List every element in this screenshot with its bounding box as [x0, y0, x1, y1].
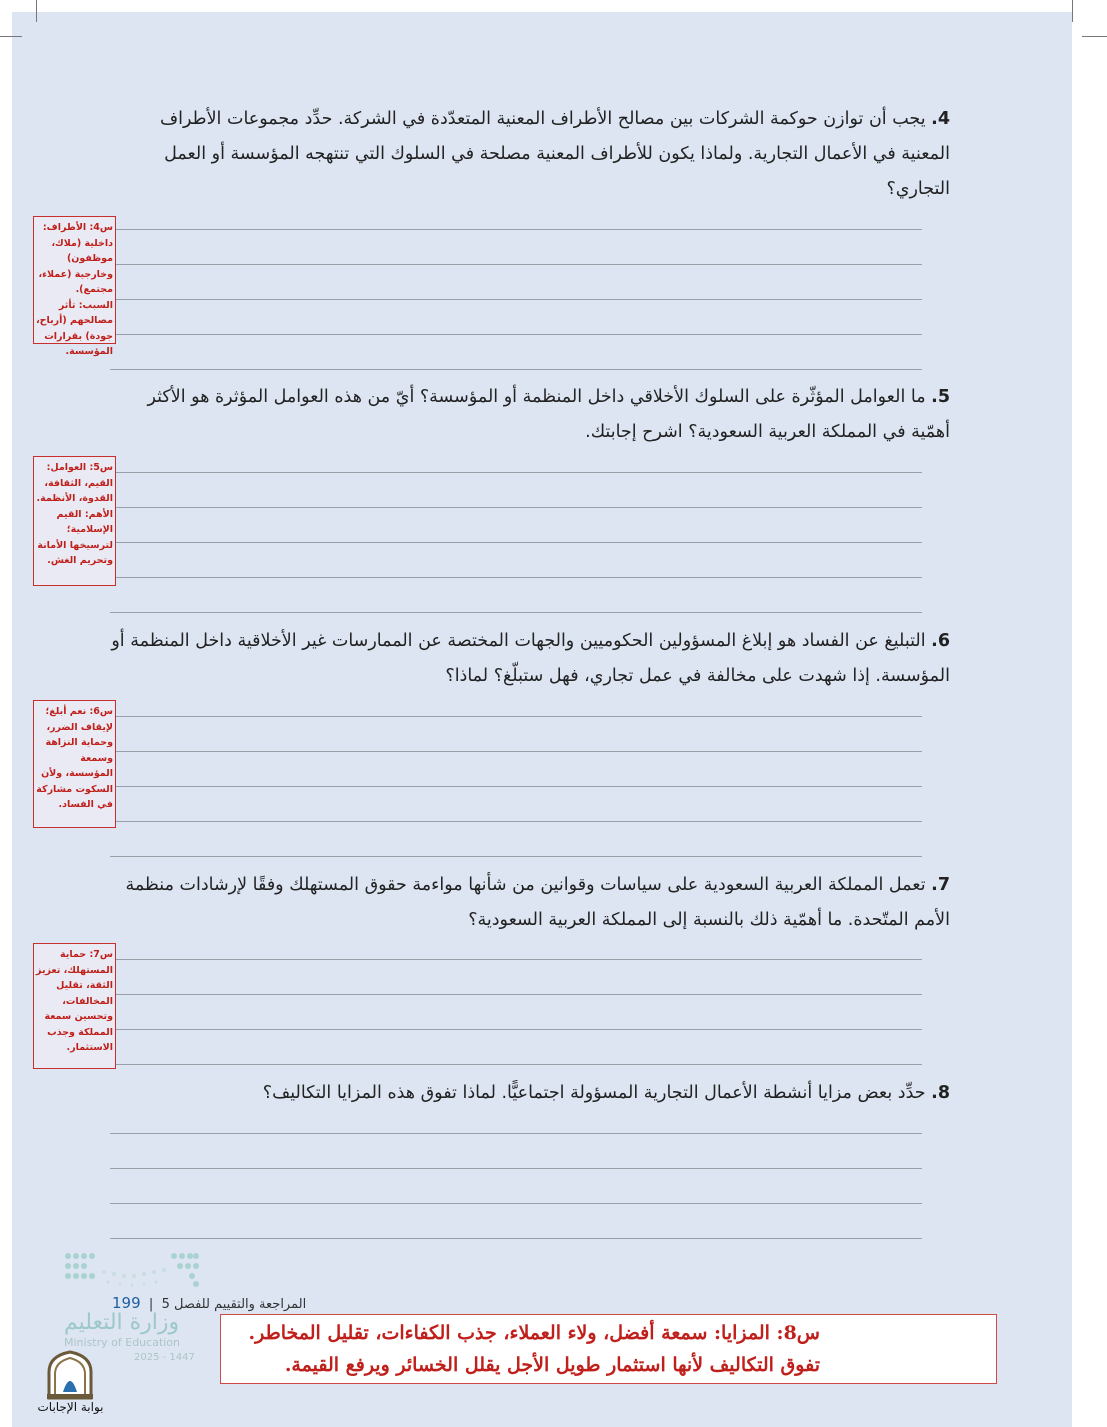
mosque-arch-icon [33, 1348, 108, 1400]
answer-line [110, 716, 922, 717]
page-number: 199 [112, 1294, 141, 1312]
answer-box-8: س8: المزايا: سمعة أفضل، ولاء العملاء، جذب الكفاءات، تقليل المخاطر. تفوق التكاليف لأنها استثمار طويل الأجل يقلل الخسائر ويرفع القيمة. [220, 1314, 997, 1384]
answer-line [110, 577, 922, 578]
answer-line [110, 369, 922, 370]
crop-mark [1072, 0, 1073, 22]
answer-line [110, 1064, 922, 1065]
question-5: 5. ما العوامل المؤثّرة على السلوك الأخلاقي داخل المنظمة أو المؤسسة؟ أيّ من هذه العوامل المؤثرة هو الأكثر أهمّية في المملكة العربية السعودية؟ اشرح إجابتك. [147, 387, 950, 442]
ministry-english-name: Ministry of Education [64, 1336, 181, 1349]
dots-logo-icon [64, 1250, 200, 1290]
crop-mark [0, 36, 22, 37]
answer-line [110, 821, 922, 822]
question-4: 4. يجب أن توازن حوكمة الشركات بين مصالح الأطراف المعنية المتعدّدة في الشركة. حدِّد مجموعات الأطراف المعنية في الأعمال التجارية. ولماذا يكون للأطراف المعنية مصلحة في السلوك التي تنتهجه المؤسسة أو العمل التجاري؟ [159, 109, 950, 199]
page-footer [112, 1294, 306, 1312]
answer-line [110, 334, 922, 335]
answer-line [110, 1029, 922, 1030]
answer-line [110, 507, 922, 508]
answer-line [110, 229, 922, 230]
answer-note-6: س6: نعم أبلغ؛ لإيقاف الضرر، وحماية النزاهة وسمعة المؤسسة، ولأن السكوت مشاركة في الفساد. [33, 700, 116, 828]
ministry-arabic-name: وزارة التعليم [64, 1310, 180, 1335]
footer-separator: | [148, 1297, 154, 1312]
question-6: 6. التبليغ عن الفساد هو إبلاغ المسؤولين الحكوميين والجهات المختصة عن الممارسات غير الأخلاقية داخل المنظمة أو المؤسسة. إذا شهدت على مخالفة في عمل تجاري، فهل ستبلّغ؟ لماذا؟ [111, 631, 950, 686]
answer-line [110, 1168, 922, 1169]
chapter-label: المراجعة والتقييم للفصل 5 [161, 1297, 307, 1312]
answer-line [110, 786, 922, 787]
answer-note-7: س7: حماية المستهلك، تعزيز الثقة، تقليل المخالفات، وتحسين سمعة المملكة وجذب الاستثمار. [33, 943, 116, 1069]
answer-line [110, 612, 922, 613]
ministry-year: 2025 - 1447 [134, 1352, 195, 1363]
answer-line [110, 264, 922, 265]
portal-label: بوابة الإجابات [37, 1400, 104, 1414]
answer-note-4: س4: الأطراف: داخلية (ملاك، موظفون) وخارجية (عملاء، مجتمع). السبب: تأثر مصالحهم (أرباح، جودة) بقرارات المؤسسة. [33, 216, 116, 344]
answer-line [110, 1133, 922, 1134]
workbook-page [12, 12, 1072, 1427]
question-7: 7. تعمل المملكة العربية السعودية على سياسات وقوانين من شأنها مواءمة حقوق المستهلك وفقًا لإرشادات منظمة الأمم المتّحدة. ما أهمّية ذلك بالنسبة إلى المملكة العربية السعودية؟ [125, 875, 950, 930]
answer-line [110, 472, 922, 473]
answer-line [110, 299, 922, 300]
question-8: 8. حدِّد بعض مزايا أنشطة الأعمال التجارية المسؤولة اجتماعيًّا. لماذا تفوق هذه المزايا التكاليف؟ [262, 1083, 950, 1103]
answer-line [110, 1238, 922, 1239]
answer-line [110, 1203, 922, 1204]
answer-line [110, 856, 922, 857]
answer-note-5: س5: العوامل: القيم، الثقافة، القدوة، الأنظمة. الأهم: القيم الإسلامية؛ لترسيخها الأمانة وتحريم الغش. [33, 456, 116, 586]
crop-mark [1082, 36, 1107, 37]
answer-line [110, 542, 922, 543]
answers-portal-logo [33, 1348, 108, 1418]
answer-line [110, 959, 922, 960]
crop-mark [36, 0, 37, 22]
answer-line [110, 994, 922, 995]
answer-line [110, 751, 922, 752]
